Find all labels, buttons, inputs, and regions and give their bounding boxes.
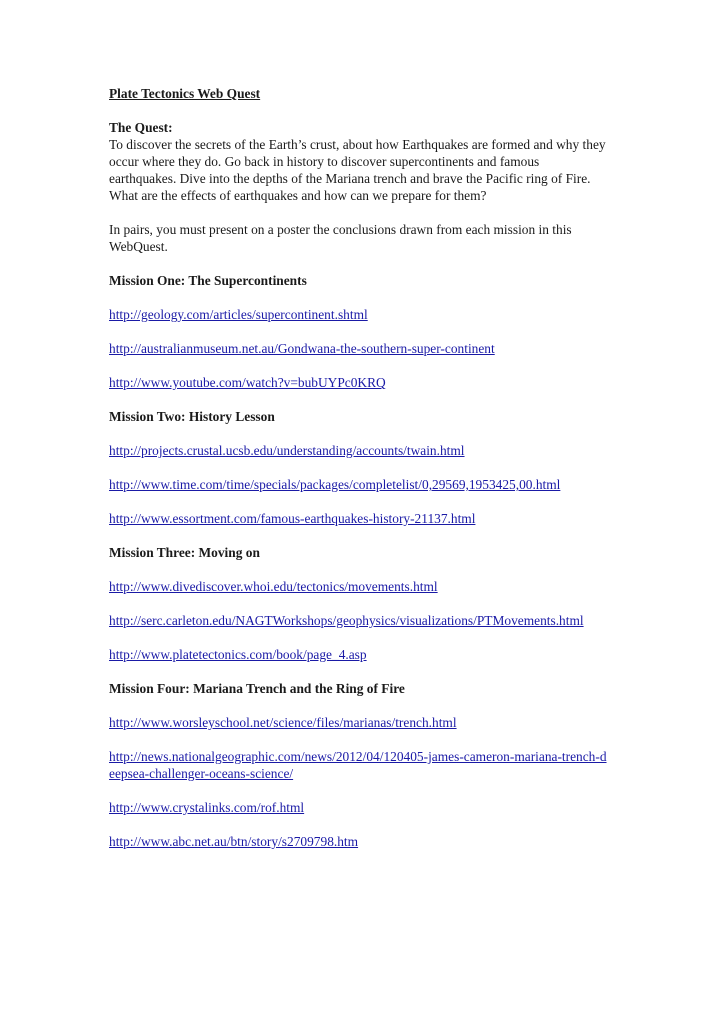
mission-heading: Mission Four: Mariana Trench and the Ring of Fire [109,681,405,696]
resource-link[interactable]: http://australianmuseum.net.au/Gondwana-the-southern-super-continent [109,341,495,356]
mission-section-1 [109,272,609,391]
resource-link[interactable]: http://www.platetectonics.com/book/page_4.asp [109,647,367,662]
resource-link[interactable]: http://www.time.com/time/specials/packages/completelist/0,29569,1953425,00.html [109,477,561,492]
resource-link[interactable]: http://www.worsleyschool.net/science/files/marianas/trench.html [109,715,457,730]
resource-link[interactable]: http://geology.com/articles/supercontinent.shtml [109,307,368,322]
mission-heading: Mission Three: Moving on [109,545,260,560]
resource-link[interactable]: http://www.divediscover.whoi.edu/tectonics/movements.html [109,579,438,594]
quest-heading: The Quest: [109,120,173,135]
instructions-paragraph: In pairs, you must present on a poster the conclusions drawn from each mission in this WebQuest. [109,222,572,254]
resource-link[interactable]: http://projects.crustal.ucsb.edu/understanding/accounts/twain.html [109,443,465,458]
quest-paragraph: To discover the secrets of the Earth’s crust, about how Earthquakes are formed and why they occur where they do. Go back in history to discover supercontinents and famous earthquakes. Dive into the depths of the Mariana trench and brave the Pacific ring of Fire. What are the effects of earthquakes and how can we prepare for them? [109,137,606,203]
resource-link[interactable]: http://www.youtube.com/watch?v=bubUYPc0KRQ [109,375,386,390]
document-title: Plate Tectonics Web Quest [109,86,261,101]
resource-link[interactable]: http://www.crystalinks.com/rof.html [109,800,305,815]
mission-heading: Mission Two: History Lesson [109,409,275,424]
resource-link[interactable]: http://news.nationalgeographic.com/news/2012/04/120405-james-cameron-mariana-trench-deepsea-challenger-oceans-science/ [109,749,607,781]
mission-section-4 [109,680,609,850]
mission-heading: Mission One: The Supercontinents [109,273,307,288]
resource-link[interactable]: http://www.essortment.com/famous-earthquakes-history-21137.html [109,511,476,526]
resource-link[interactable]: http://serc.carleton.edu/NAGTWorkshops/geophysics/visualizations/PTMovements.html [109,613,584,628]
document-page [109,85,609,850]
resource-link[interactable]: http://www.abc.net.au/btn/story/s2709798.htm [109,834,359,849]
mission-section-2 [109,408,609,527]
mission-section-3 [109,544,609,663]
